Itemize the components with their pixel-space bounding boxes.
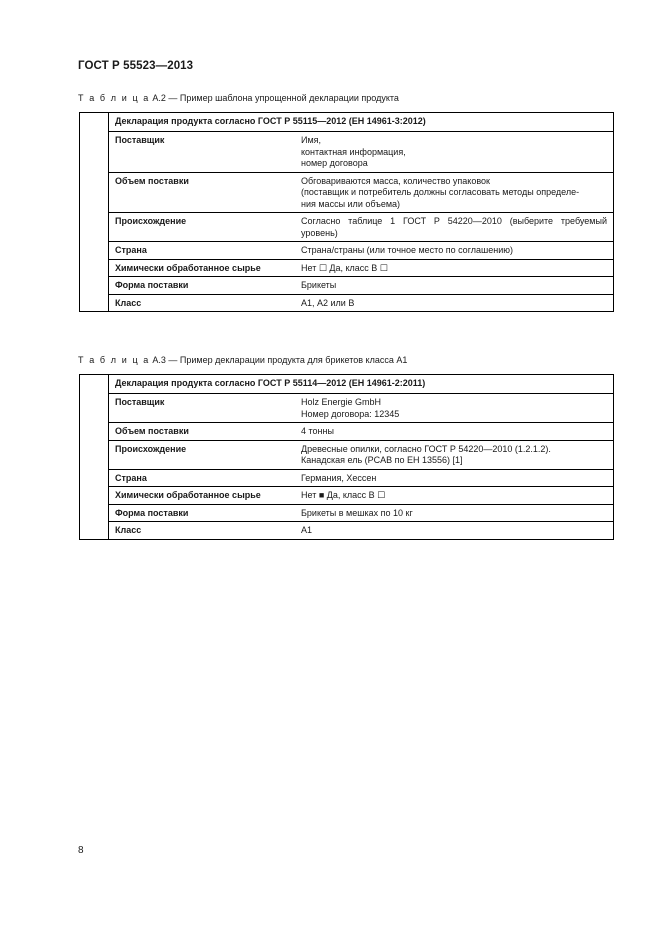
row-key: Страна	[109, 242, 289, 260]
table-row	[109, 294, 613, 311]
table-row	[109, 394, 613, 423]
table-row	[109, 423, 613, 441]
row-key: Форма поставки	[109, 277, 289, 295]
row-key: Поставщик	[115, 135, 165, 145]
row-value: Нет ☐ Да, класс В ☐	[289, 259, 613, 277]
table-row	[109, 487, 613, 505]
table-row	[109, 469, 613, 487]
table-spacer-column	[80, 113, 109, 312]
table-row	[109, 259, 613, 277]
row-value: А1	[289, 522, 613, 539]
table-row	[109, 213, 613, 242]
row-key: Происхождение	[109, 440, 289, 469]
table-heading: Декларация продукта согласно ГОСТ Р 55115—2012 (ЕН 14961-3:2012)	[109, 113, 614, 132]
row-value: 4 тонны	[289, 423, 613, 441]
row-value: Обговариваются масса, количество упаковок (поставщик и потребитель должны согласовать методы определе- ния массы или объема)	[289, 172, 613, 213]
table-body	[109, 132, 614, 312]
table-row	[109, 132, 613, 172]
table-caption-text: А.2 — Пример шаблона упрощенной декларации продукта	[152, 93, 399, 103]
row-key: Класс	[109, 522, 289, 539]
row-value: Имя, контактная информация, номер договора	[301, 135, 406, 168]
table-row	[109, 522, 613, 539]
table-caption-label: Т а б л и ц а	[78, 93, 150, 103]
row-value: Страна/страны (или точное место по соглашению)	[289, 242, 613, 260]
row-key: Форма поставки	[109, 504, 289, 522]
document-id: ГОСТ Р 55523—2013	[78, 60, 194, 72]
row-key: Объем поставки	[109, 423, 289, 441]
row-key: Объем поставки	[109, 172, 289, 213]
row-value: Брикеты	[289, 277, 613, 295]
row-value: Древесные опилки, согласно ГОСТ Р 54220—2010 (1.2.1.2). Канадская ель (PCAB по ЕН 13556) [1]	[289, 440, 613, 469]
table-a2	[79, 112, 614, 312]
table-row	[109, 440, 613, 469]
row-value: Германия, Хессен	[289, 469, 613, 487]
table-body	[109, 394, 614, 540]
row-value: Нет ■ Да, класс В ☐	[289, 487, 613, 505]
row-value: Согласно таблице 1 ГОСТ Р 54220—2010 (выберите требуемый уровень)	[289, 213, 613, 242]
table-heading: Декларация продукта согласно ГОСТ Р 55114—2012 (ЕН 14961-2:2011)	[109, 375, 614, 394]
page-number: 8	[78, 845, 84, 856]
row-key: Химически обработанное сырье	[109, 259, 289, 277]
table-spacer-column	[80, 375, 109, 540]
row-value: А1, А2 или В	[289, 294, 613, 311]
table-caption-text: А.3 — Пример декларации продукта для брикетов класса А1	[152, 355, 408, 365]
row-key: Происхождение	[109, 213, 289, 242]
table-a2-caption	[78, 93, 399, 103]
row-key: Страна	[109, 469, 289, 487]
row-key: Класс	[109, 294, 289, 311]
row-value: Брикеты в мешках по 10 кг	[289, 504, 613, 522]
table-row	[109, 242, 613, 260]
table-row	[109, 504, 613, 522]
row-value: Holz Energie GmbH Номер договора: 12345	[301, 397, 400, 419]
table-row	[109, 277, 613, 295]
table-a3	[79, 374, 614, 540]
row-key: Поставщик	[115, 397, 165, 407]
row-key: Химически обработанное сырье	[109, 487, 289, 505]
table-a3-caption	[78, 355, 407, 365]
table-caption-label: Т а б л и ц а	[78, 355, 150, 365]
table-row	[109, 172, 613, 213]
